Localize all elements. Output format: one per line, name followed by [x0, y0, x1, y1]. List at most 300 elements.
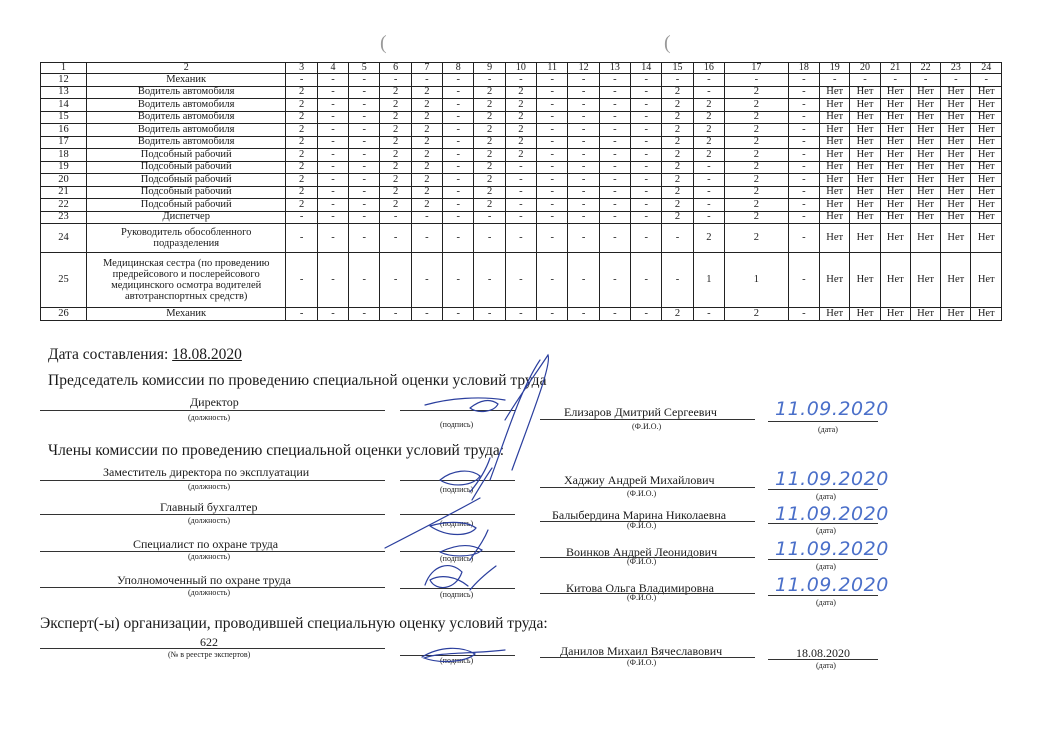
fio-caption: (Ф.И.О.): [627, 658, 657, 667]
table-cell: -: [599, 111, 630, 124]
table-cell: Нет: [850, 161, 880, 174]
row-number: 21: [41, 186, 87, 199]
table-cell: 2: [725, 99, 789, 112]
table-cell: Нет: [941, 161, 971, 174]
table-cell: Нет: [820, 86, 850, 99]
table-cell: -: [537, 211, 568, 224]
table-cell: Нет: [820, 136, 850, 149]
table-cell: -: [568, 224, 599, 253]
table-cell: 2: [725, 224, 789, 253]
table-cell: Нет: [971, 253, 1002, 308]
member-name: Хаджиу Андрей Михайлович: [564, 473, 715, 487]
table-cell: -: [820, 74, 850, 87]
table-cell: -: [317, 174, 348, 187]
table-cell: -: [537, 224, 568, 253]
signature-caption: (подпись): [440, 420, 474, 429]
table-cell: Нет: [820, 149, 850, 162]
table-cell: Нет: [971, 124, 1002, 137]
table-cell: -: [631, 186, 662, 199]
position-caption: (должность): [188, 413, 230, 422]
job-title: Водитель автомобиля: [86, 99, 286, 112]
table-cell: Нет: [971, 136, 1002, 149]
table-cell: Нет: [971, 174, 1002, 187]
table-cell: Нет: [971, 149, 1002, 162]
table-cell: -: [411, 253, 442, 308]
table-cell: Нет: [910, 308, 940, 321]
table-cell: -: [568, 253, 599, 308]
table-cell: 2: [411, 149, 442, 162]
table-cell: Нет: [910, 199, 940, 212]
scan-artifact: (: [380, 32, 387, 54]
job-title: Медицинская сестра (по проведению предрейсового и послерейсового медицинского осмотра водителей автотранспортных средств): [86, 253, 286, 308]
table-cell: Нет: [850, 253, 880, 308]
row-number: 14: [41, 99, 87, 112]
table-cell: -: [443, 124, 474, 137]
table-cell: Нет: [910, 149, 940, 162]
table-cell: Нет: [941, 211, 971, 224]
table-cell: -: [599, 174, 630, 187]
job-title: Водитель автомобиля: [86, 111, 286, 124]
table-cell: Нет: [820, 161, 850, 174]
table-cell: Нет: [850, 86, 880, 99]
table-cell: -: [443, 186, 474, 199]
job-title: Подсобный рабочий: [86, 161, 286, 174]
table-cell: 2: [286, 161, 317, 174]
table-cell: 2: [725, 111, 789, 124]
table-cell: 2: [380, 86, 411, 99]
table-cell: Нет: [910, 186, 940, 199]
table-cell: 2: [380, 99, 411, 112]
table-cell: Нет: [971, 186, 1002, 199]
table-cell: Нет: [971, 224, 1002, 253]
table-cell: -: [317, 224, 348, 253]
column-number: 18: [788, 63, 819, 74]
table-cell: -: [286, 253, 317, 308]
table-cell: 2: [725, 186, 789, 199]
table-cell: 1: [725, 253, 789, 308]
table-cell: 2: [286, 136, 317, 149]
member-date: 11.09.2020: [775, 468, 889, 490]
table-cell: Нет: [941, 99, 971, 112]
fio-caption: (Ф.И.О.): [627, 489, 657, 498]
table-cell: Нет: [941, 136, 971, 149]
column-number: 16: [693, 63, 724, 74]
table-cell: Нет: [941, 253, 971, 308]
table-cell: -: [505, 186, 536, 199]
table-cell: Нет: [850, 186, 880, 199]
table-cell: Нет: [941, 124, 971, 137]
column-number: 24: [971, 63, 1002, 74]
table-cell: -: [411, 308, 442, 321]
table-cell: -: [568, 308, 599, 321]
table-cell: 2: [380, 199, 411, 212]
table-cell: -: [443, 74, 474, 87]
row-number: 22: [41, 199, 87, 212]
table-cell: 2: [411, 99, 442, 112]
table-cell: -: [910, 74, 940, 87]
table-cell: Нет: [850, 199, 880, 212]
table-cell: -: [537, 186, 568, 199]
table-cell: Нет: [850, 136, 880, 149]
date-caption: (дата): [816, 562, 836, 571]
table-cell: -: [474, 224, 505, 253]
table-cell: -: [631, 136, 662, 149]
table-cell: -: [631, 86, 662, 99]
fio-caption: (Ф.И.О.): [627, 557, 657, 566]
table-cell: 2: [725, 161, 789, 174]
date-compiled-label: Дата составления:: [48, 346, 169, 363]
table-cell: 2: [725, 86, 789, 99]
table-cell: 2: [693, 99, 724, 112]
table-cell: -: [599, 186, 630, 199]
table-cell: 2: [411, 174, 442, 187]
table-cell: 2: [693, 124, 724, 137]
chairman-position: Директор: [190, 395, 239, 409]
row-number: 23: [41, 211, 87, 224]
member-date: 11.09.2020: [775, 574, 889, 596]
table-cell: -: [505, 211, 536, 224]
table-cell: -: [380, 211, 411, 224]
table-cell: 2: [286, 111, 317, 124]
table-cell: Нет: [880, 199, 910, 212]
table-cell: -: [443, 136, 474, 149]
member-position: Главный бухгалтер: [160, 500, 258, 514]
table-cell: 2: [286, 99, 317, 112]
table-cell: -: [537, 253, 568, 308]
table-cell: 2: [505, 149, 536, 162]
table-cell: Нет: [941, 149, 971, 162]
table-cell: 2: [662, 149, 693, 162]
table-cell: 2: [286, 124, 317, 137]
table-cell: 2: [662, 86, 693, 99]
table-cell: -: [349, 174, 380, 187]
table-cell: -: [286, 308, 317, 321]
job-title: Механик: [86, 74, 286, 87]
column-number: 19: [820, 63, 850, 74]
row-number: 12: [41, 74, 87, 87]
table-cell: Нет: [850, 99, 880, 112]
table-cell: -: [599, 161, 630, 174]
table-cell: -: [380, 253, 411, 308]
table-cell: -: [443, 174, 474, 187]
table-cell: Нет: [880, 174, 910, 187]
table-cell: 2: [662, 99, 693, 112]
table-cell: -: [599, 149, 630, 162]
job-title: Водитель автомобиля: [86, 136, 286, 149]
table-cell: Нет: [880, 308, 910, 321]
table-cell: 2: [662, 174, 693, 187]
registry-caption: (№ в реестре экспертов): [168, 650, 251, 659]
table-cell: -: [349, 199, 380, 212]
table-cell: 2: [725, 174, 789, 187]
member-position: Заместитель директора по эксплуатации: [103, 465, 310, 479]
table-cell: Нет: [910, 224, 940, 253]
table-cell: 2: [474, 86, 505, 99]
table-cell: Нет: [941, 224, 971, 253]
column-number: 9: [474, 63, 505, 74]
job-title: Подсобный рабочий: [86, 199, 286, 212]
table-cell: 2: [286, 86, 317, 99]
table-cell: 2: [725, 308, 789, 321]
table-cell: -: [474, 253, 505, 308]
table-cell: 2: [411, 186, 442, 199]
table-cell: -: [971, 74, 1002, 87]
table-cell: -: [568, 149, 599, 162]
table-cell: -: [631, 308, 662, 321]
signature-caption: (подпись): [440, 656, 474, 665]
table-cell: -: [443, 199, 474, 212]
table-cell: 2: [662, 199, 693, 212]
table-cell: Нет: [850, 174, 880, 187]
table-cell: Нет: [910, 253, 940, 308]
table-cell: Нет: [850, 149, 880, 162]
table-cell: -: [349, 308, 380, 321]
table-cell: Нет: [820, 253, 850, 308]
table-cell: 2: [693, 224, 724, 253]
table-cell: -: [537, 161, 568, 174]
table-cell: Нет: [910, 124, 940, 137]
column-number: 7: [411, 63, 442, 74]
table-cell: -: [788, 136, 819, 149]
column-number: 10: [505, 63, 536, 74]
table-cell: -: [505, 199, 536, 212]
row-number: 20: [41, 174, 87, 187]
table-cell: -: [443, 211, 474, 224]
table-cell: Нет: [820, 224, 850, 253]
table-cell: 2: [474, 174, 505, 187]
table-cell: -: [537, 111, 568, 124]
position-caption: (должность): [188, 482, 230, 491]
chairman-heading: Председатель комиссии по проведению специальной оценки условий труда: [48, 372, 547, 389]
column-number: 23: [941, 63, 971, 74]
table-cell: -: [505, 161, 536, 174]
table-cell: -: [788, 111, 819, 124]
table-cell: -: [411, 211, 442, 224]
table-cell: 2: [662, 308, 693, 321]
table-cell: -: [380, 74, 411, 87]
table-cell: -: [505, 224, 536, 253]
table-cell: -: [568, 74, 599, 87]
table-cell: -: [443, 111, 474, 124]
table-cell: Нет: [971, 86, 1002, 99]
table-cell: Нет: [941, 186, 971, 199]
table-cell: Нет: [880, 224, 910, 253]
table-cell: -: [631, 174, 662, 187]
table-cell: 2: [474, 111, 505, 124]
date-caption: (дата): [818, 425, 838, 434]
table-cell: 2: [380, 186, 411, 199]
date-compiled-value: 18.08.2020: [172, 346, 242, 363]
table-cell: -: [599, 74, 630, 87]
chairman-name: Елизаров Дмитрий Сергеевич: [564, 405, 717, 419]
table-cell: -: [411, 74, 442, 87]
column-number: 2: [86, 63, 286, 74]
table-cell: Нет: [880, 111, 910, 124]
row-number: 26: [41, 308, 87, 321]
table-cell: -: [631, 199, 662, 212]
table-cell: 2: [725, 199, 789, 212]
table-cell: Нет: [941, 174, 971, 187]
table-cell: Нет: [880, 253, 910, 308]
table-cell: -: [599, 211, 630, 224]
table-cell: -: [599, 308, 630, 321]
table-cell: 2: [725, 124, 789, 137]
table-cell: Нет: [820, 186, 850, 199]
members-heading: Члены комиссии по проведению специальной оценки условий труда:: [48, 442, 505, 459]
table-cell: 2: [725, 149, 789, 162]
chairman-signature: [425, 355, 548, 480]
table-cell: -: [317, 86, 348, 99]
table-cell: Нет: [941, 111, 971, 124]
table-cell: 2: [474, 136, 505, 149]
table-cell: -: [788, 186, 819, 199]
table-cell: -: [568, 124, 599, 137]
row-number: 25: [41, 253, 87, 308]
table-cell: -: [317, 199, 348, 212]
table-cell: Нет: [971, 211, 1002, 224]
table-cell: -: [599, 253, 630, 308]
table-cell: -: [411, 224, 442, 253]
job-title: Диспетчер: [86, 211, 286, 224]
table-cell: -: [725, 74, 789, 87]
column-number: 5: [349, 63, 380, 74]
table-cell: 2: [474, 161, 505, 174]
member-name: Китова Ольга Владимировна: [566, 581, 714, 595]
table-cell: -: [537, 174, 568, 187]
job-title: Механик: [86, 308, 286, 321]
table-cell: 2: [411, 199, 442, 212]
table-cell: 2: [474, 186, 505, 199]
table-cell: -: [788, 99, 819, 112]
table-cell: 2: [286, 199, 317, 212]
column-number: 20: [850, 63, 880, 74]
table-cell: Нет: [850, 224, 880, 253]
fio-caption: (Ф.И.О.): [632, 422, 662, 431]
table-cell: -: [505, 174, 536, 187]
job-title: Водитель автомобиля: [86, 124, 286, 137]
column-number: 12: [568, 63, 599, 74]
table-cell: -: [317, 308, 348, 321]
column-number: 11: [537, 63, 568, 74]
table-cell: Нет: [971, 161, 1002, 174]
table-cell: -: [317, 186, 348, 199]
table-cell: -: [788, 224, 819, 253]
job-title: Подсобный рабочий: [86, 186, 286, 199]
table-cell: -: [599, 199, 630, 212]
table-cell: Нет: [820, 111, 850, 124]
table-cell: -: [286, 224, 317, 253]
table-cell: -: [443, 86, 474, 99]
column-number: 17: [725, 63, 789, 74]
signature-caption: (подпись): [440, 554, 474, 563]
row-number: 13: [41, 86, 87, 99]
table-cell: -: [349, 186, 380, 199]
table-cell: -: [443, 253, 474, 308]
table-cell: -: [443, 224, 474, 253]
row-number: 15: [41, 111, 87, 124]
table-cell: -: [662, 74, 693, 87]
table-cell: 2: [662, 136, 693, 149]
table-cell: 2: [662, 211, 693, 224]
table-cell: 2: [662, 111, 693, 124]
table-cell: -: [941, 74, 971, 87]
table-cell: -: [850, 74, 880, 87]
table-cell: -: [662, 224, 693, 253]
table-cell: 2: [505, 111, 536, 124]
table-cell: 2: [380, 124, 411, 137]
table-cell: 2: [662, 124, 693, 137]
table-cell: -: [317, 136, 348, 149]
table-cell: -: [788, 124, 819, 137]
table-cell: 2: [411, 124, 442, 137]
column-number: 1: [41, 63, 87, 74]
table-cell: 2: [505, 136, 536, 149]
table-cell: -: [317, 99, 348, 112]
table-cell: -: [631, 161, 662, 174]
table-cell: Нет: [910, 111, 940, 124]
table-cell: Нет: [880, 186, 910, 199]
scan-artifact: (: [664, 32, 671, 54]
table-cell: -: [349, 161, 380, 174]
table-cell: Нет: [820, 308, 850, 321]
expert-registry-number: 622: [200, 635, 218, 649]
table-cell: 2: [380, 161, 411, 174]
table-cell: -: [568, 174, 599, 187]
table-cell: 2: [505, 86, 536, 99]
table-cell: Нет: [850, 124, 880, 137]
table-cell: -: [631, 211, 662, 224]
table-cell: -: [693, 199, 724, 212]
table-cell: -: [537, 124, 568, 137]
table-cell: 2: [474, 99, 505, 112]
table-cell: Нет: [941, 86, 971, 99]
job-title: Руководитель обособленного подразделения: [86, 224, 286, 253]
table-cell: Нет: [820, 99, 850, 112]
table-cell: -: [443, 99, 474, 112]
member-name: Балыбердина Марина Николаевна: [552, 508, 727, 522]
table-cell: -: [349, 253, 380, 308]
table-cell: -: [317, 124, 348, 137]
table-cell: Нет: [941, 199, 971, 212]
table-cell: -: [599, 99, 630, 112]
table-cell: -: [693, 86, 724, 99]
table-cell: -: [599, 136, 630, 149]
table-cell: -: [568, 111, 599, 124]
table-cell: Нет: [880, 149, 910, 162]
table-cell: -: [568, 99, 599, 112]
table-cell: -: [631, 124, 662, 137]
table-cell: -: [317, 161, 348, 174]
table-cell: -: [693, 74, 724, 87]
table-cell: 2: [411, 161, 442, 174]
date-caption: (дата): [816, 492, 836, 501]
member-position: Специалист по охране труда: [133, 537, 279, 551]
table-cell: -: [317, 211, 348, 224]
table-cell: Нет: [880, 99, 910, 112]
table-cell: -: [631, 111, 662, 124]
fio-caption: (Ф.И.О.): [627, 593, 657, 602]
table-cell: -: [349, 74, 380, 87]
table-cell: -: [599, 124, 630, 137]
table-cell: -: [631, 224, 662, 253]
signature-caption: (подпись): [440, 519, 474, 528]
table-cell: Нет: [880, 86, 910, 99]
table-cell: -: [788, 161, 819, 174]
table-cell: Нет: [880, 211, 910, 224]
column-number: 14: [631, 63, 662, 74]
table-cell: -: [788, 308, 819, 321]
signature-caption: (подпись): [440, 485, 474, 494]
